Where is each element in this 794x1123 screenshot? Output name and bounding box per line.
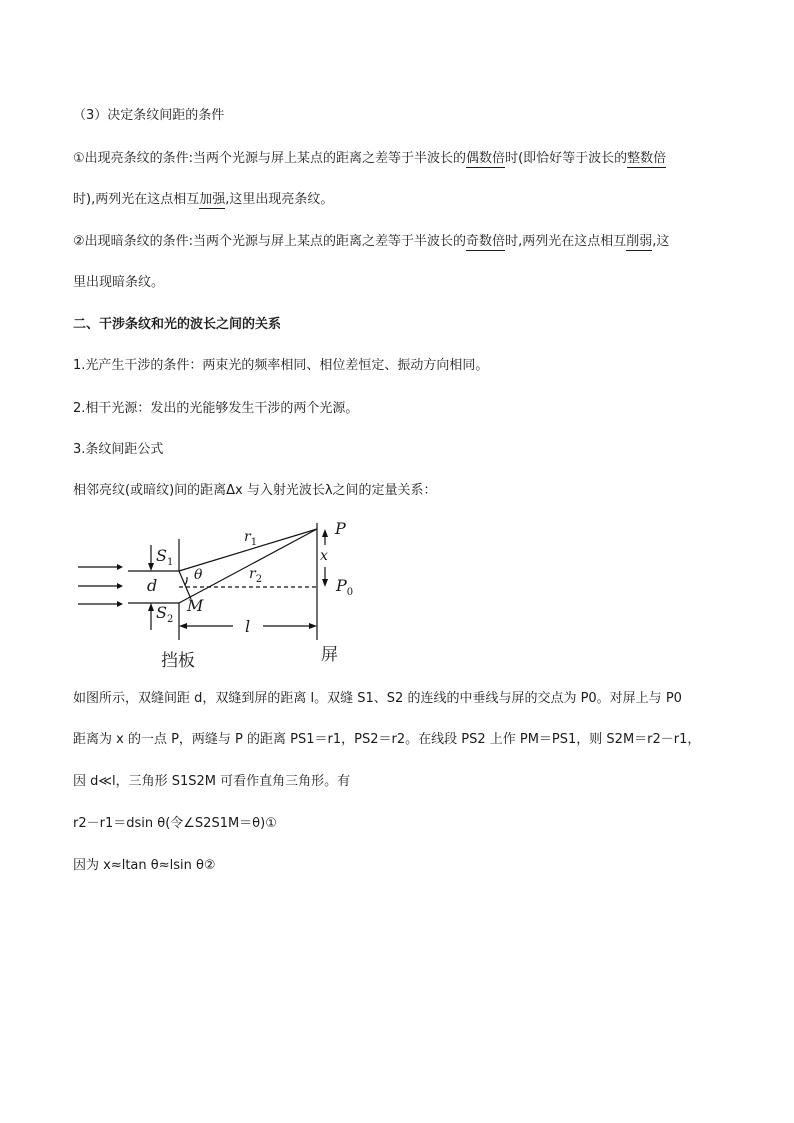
para1-line-3: 因 d≪l，三角形 S1S2M 可看作直角三角形。有 xyxy=(73,774,351,789)
bright-mid: 时(即恰好等于波长的 xyxy=(505,151,628,166)
equation-2: 因为 x≈ltan θ≈lsin θ② xyxy=(73,858,216,873)
double-slit-diagram xyxy=(73,515,373,675)
bright-prefix: ①出现亮条纹的条件:当两个光源与屏上某点的距离之差等于半波长的 xyxy=(73,151,467,166)
theta-arc xyxy=(185,577,187,585)
bright-suffix: ,这里出现亮条纹。 xyxy=(225,192,334,207)
label-l: l xyxy=(245,617,251,636)
relation-intro: 相邻亮纹(或暗纹)间的距离Δx 与入射光波长λ之间的定量关系： xyxy=(73,483,437,498)
bright-underlined-2: 整数倍 xyxy=(627,151,667,166)
dark-fringe-line-1 xyxy=(73,233,669,251)
label-r1: $r_1$ xyxy=(244,529,258,548)
bright-fringe-line-1 xyxy=(73,150,666,168)
para1-line-1: 如图所示，双缝间距 d，双缝到屏的距离 l。双缝 S1、S2 的连线的中垂线与屏的交点为 P0。对屏上与 P0 xyxy=(73,691,682,706)
label-s1: $S_1$ xyxy=(156,546,174,569)
label-theta: θ xyxy=(194,567,203,583)
item-2: 2.相干光源：发出的光能够发生干涉的两个光源。 xyxy=(73,401,359,416)
incoming-arrowhead-1 xyxy=(117,564,123,570)
incoming-arrowhead-2 xyxy=(117,583,123,589)
label-d: d xyxy=(147,576,158,595)
dark-underlined-1: 奇数倍 xyxy=(466,234,506,249)
dark-suffix: ,这 xyxy=(652,234,670,249)
dark-fringe-line-2: 里出现暗条纹。 xyxy=(73,275,165,290)
para1-line-2: 距离为 x 的一点 P，两缝与 P 的距离 PS1＝r1，PS2＝r2。在线段 PS2 上作 PM＝PS1，则 S2M＝r2－r1， xyxy=(73,732,701,747)
item-3: 3.条纹间距公式 xyxy=(73,442,164,457)
bright-underlined-1: 偶数倍 xyxy=(466,151,506,166)
item-1: 1.光产生干涉的条件：两束光的频率相同、相位差恒定、振动方向相同。 xyxy=(73,358,489,373)
label-p: P xyxy=(335,519,346,538)
label-r2: $r_2$ xyxy=(249,566,263,585)
dark-mid: 时,两列光在这点相互 xyxy=(505,234,627,249)
label-screen: 屏 xyxy=(321,645,338,665)
incoming-arrowhead-3 xyxy=(117,601,123,607)
dark-prefix: ②出现暗条纹的条件:当两个光源与屏上某点的距离之差等于半波长的 xyxy=(73,234,467,249)
section-3-heading: （3）决定条纹间距的条件 xyxy=(73,108,225,123)
section-2-heading: 二、干涉条纹和光的波长之间的关系 xyxy=(73,317,282,332)
label-x: x xyxy=(320,548,328,564)
equation-1: r2－r1＝dsin θ(令∠S2S1M＝θ)① xyxy=(73,816,277,831)
label-p0: $P_0$ xyxy=(336,576,354,599)
dark-underlined-2: 削弱 xyxy=(626,234,653,249)
label-baffle: 挡板 xyxy=(161,651,195,671)
label-m: M xyxy=(187,596,204,615)
label-s2: $S_2$ xyxy=(156,603,174,626)
bright-fringe-line-2 xyxy=(73,191,333,209)
bright-line2-prefix: 时),两列光在这点相互 xyxy=(73,192,200,207)
bright-underlined-3: 加强 xyxy=(199,192,226,207)
